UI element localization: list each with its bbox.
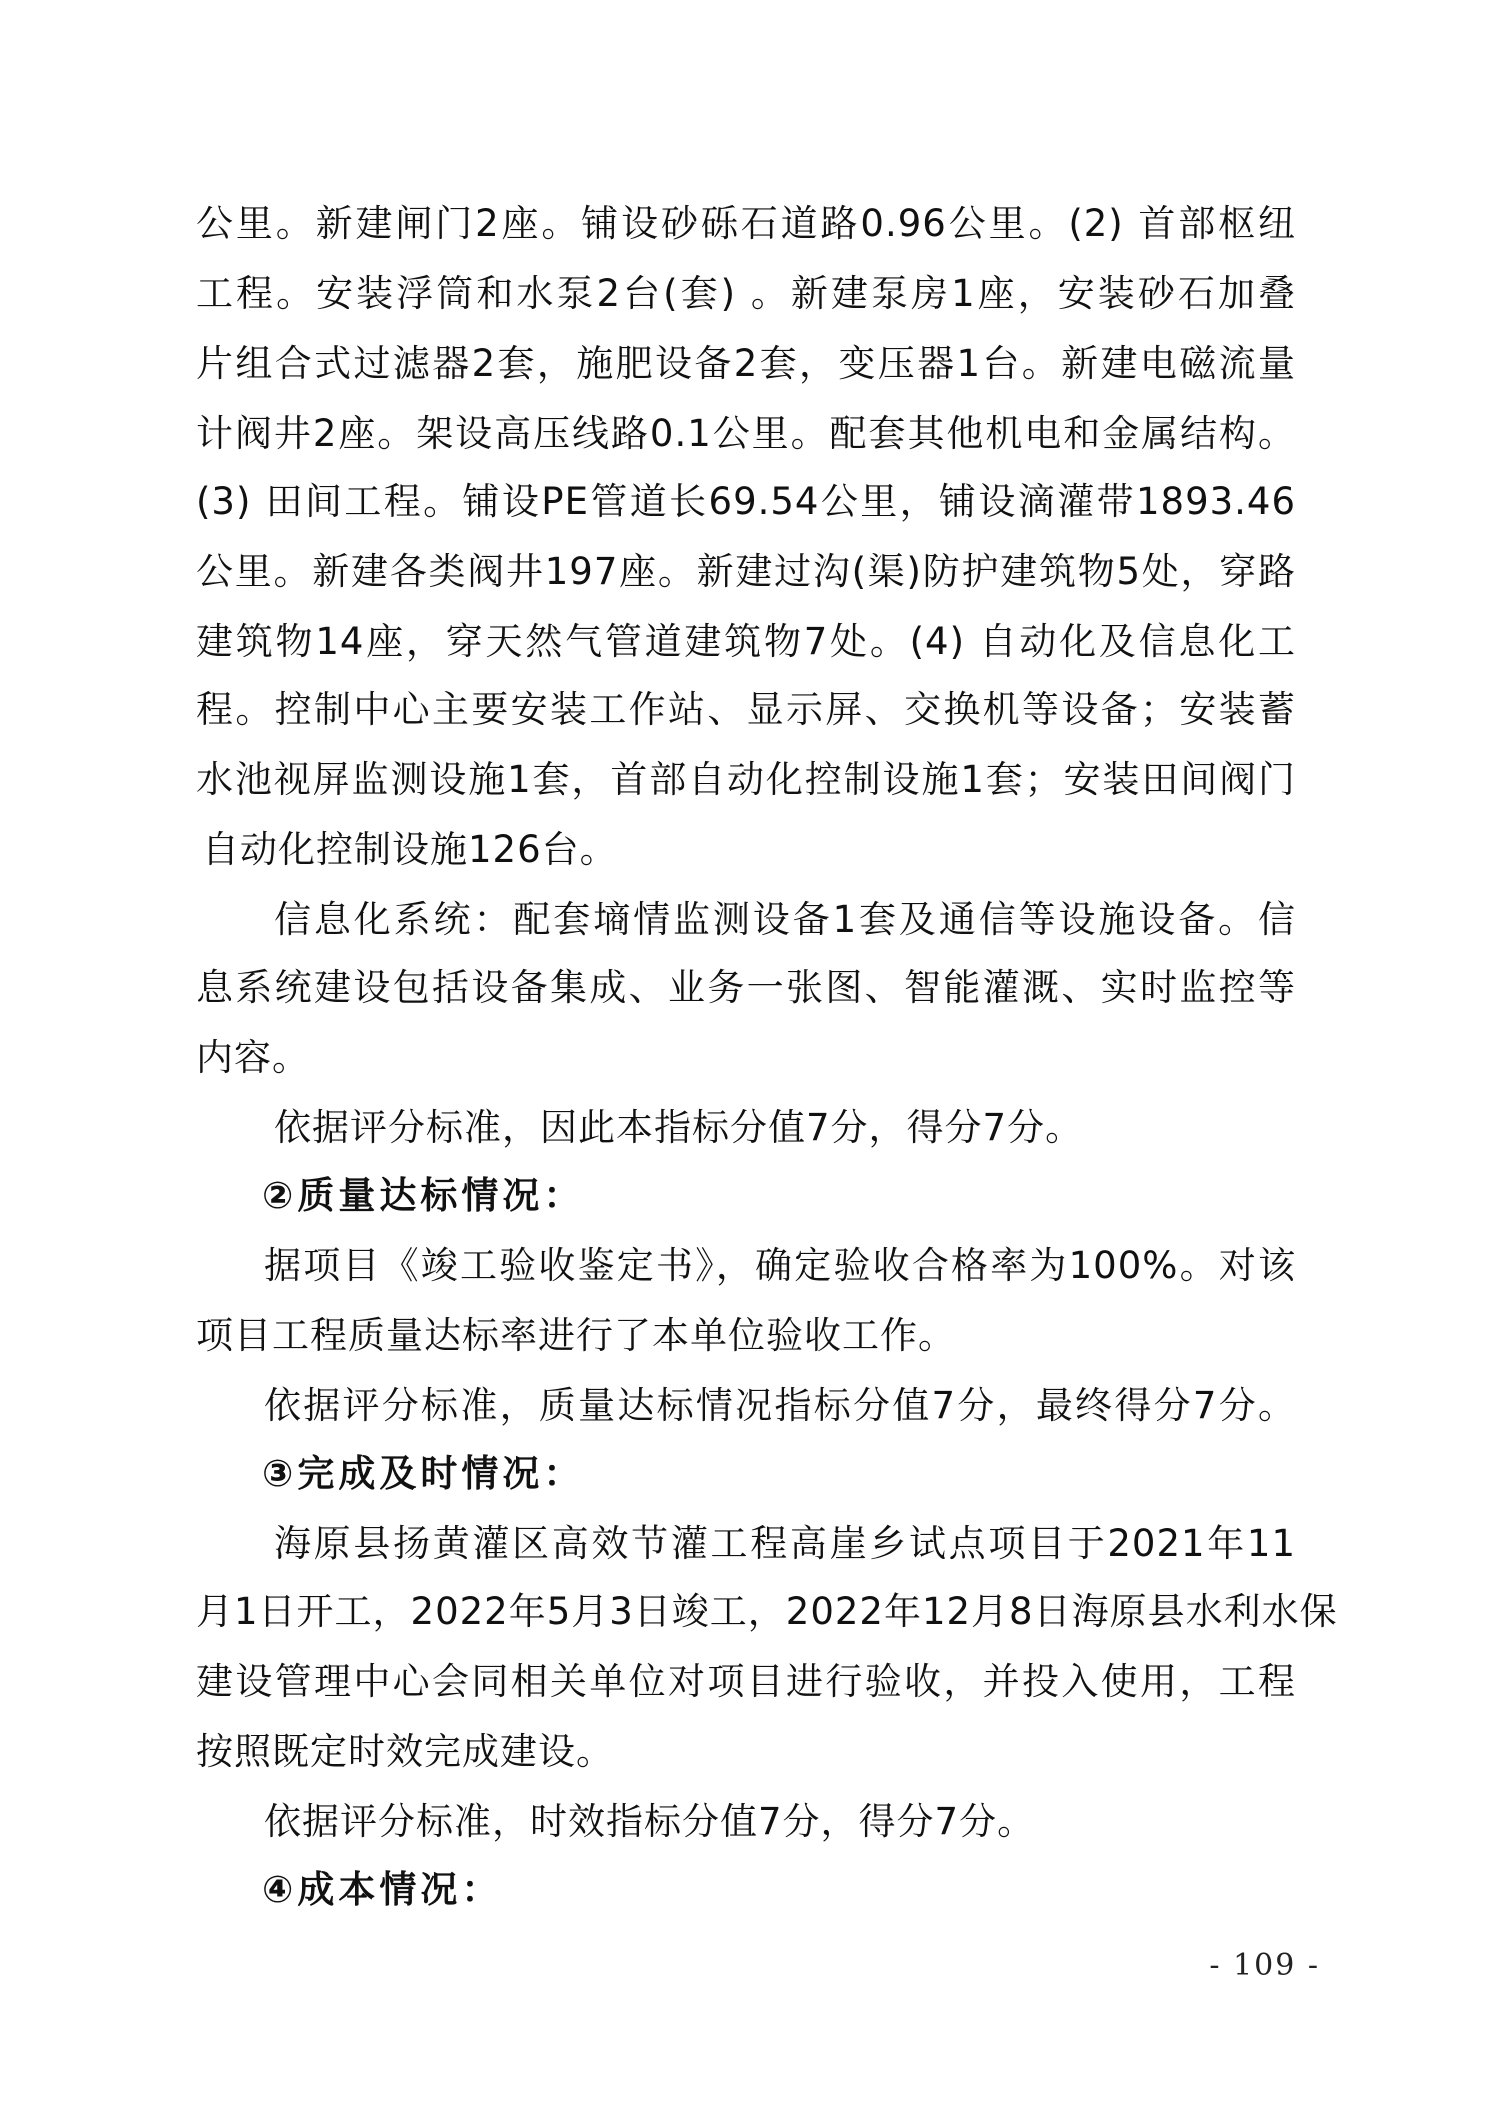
body-text-line: 公里。新建闸门2座。铺设砂砾石道路0.96公里。(2) 首部枢纽 xyxy=(196,202,1296,245)
body-text-line: 按照既定时效完成建设。 xyxy=(196,1730,614,1773)
paragraph-first-line: 信息化系统：配套墒情监测设备1套及通信等设施设备。信 xyxy=(274,898,1296,941)
body-text-line: 建设管理中心会同相关单位对项目进行验收，并投入使用，工程 xyxy=(196,1660,1296,1703)
body-text-line: 片组合式过滤器2套，施肥设备2套，变压器1台。新建电磁流量 xyxy=(196,342,1296,385)
body-text-line: 自动化控制设施126台。 xyxy=(202,828,618,871)
body-text-line: 程。控制中心主要安装工作站、显示屏、交换机等设备；安装蓄 xyxy=(196,688,1296,731)
body-text-line: 月1日开工，2022年5月3日竣工，2022年12月8日海原县水利水保 xyxy=(196,1590,1338,1633)
page-number: - 109 - xyxy=(1209,1948,1320,1983)
paragraph-first-line: 依据评分标准，因此本指标分值7分，得分7分。 xyxy=(274,1106,1084,1149)
section-heading-quality: ②质量达标情况： xyxy=(262,1174,585,1217)
body-text-line: 计阀井2座。架设高压线路0.1公里。配套其他机电和金属结构。 xyxy=(196,412,1296,455)
paragraph-first-line: 依据评分标准，时效指标分值7分，得分7分。 xyxy=(264,1800,1036,1843)
body-text-line: 工程。安装浮筒和水泵2台(套) 。新建泵房1座，安装砂石加叠 xyxy=(196,272,1296,315)
section-heading-cost: ④成本情况： xyxy=(262,1868,503,1911)
paragraph-first-line: 海原县扬黄灌区高效节灌工程高崖乡试点项目于2021年11 xyxy=(274,1522,1296,1565)
body-text-line: 水池视屏监测设施1套，首部自动化控制设施1套；安装田间阀门 xyxy=(196,758,1296,801)
body-text-line: 项目工程质量达标率进行了本单位验收工作。 xyxy=(196,1314,956,1357)
body-text-line: 内容。 xyxy=(196,1036,310,1079)
section-heading-timeliness: ③完成及时情况： xyxy=(262,1452,585,1495)
body-text-line: (3) 田间工程。铺设PE管道长69.54公里，铺设滴灌带1893.46 xyxy=(196,480,1296,523)
paragraph-first-line: 据项目《竣工验收鉴定书》，确定验收合格率为100%。对该 xyxy=(264,1244,1296,1287)
body-text-line: 息系统建设包括设备集成、业务一张图、智能灌溉、实时监控等 xyxy=(196,966,1296,1009)
body-text-line: 建筑物14座，穿天然气管道建筑物7处。(4) 自动化及信息化工 xyxy=(196,620,1296,663)
body-text-line: 公里。新建各类阀井197座。新建过沟(渠)防护建筑物5处，穿路 xyxy=(196,550,1296,593)
paragraph-first-line: 依据评分标准，质量达标情况指标分值7分，最终得分7分。 xyxy=(264,1384,1296,1427)
